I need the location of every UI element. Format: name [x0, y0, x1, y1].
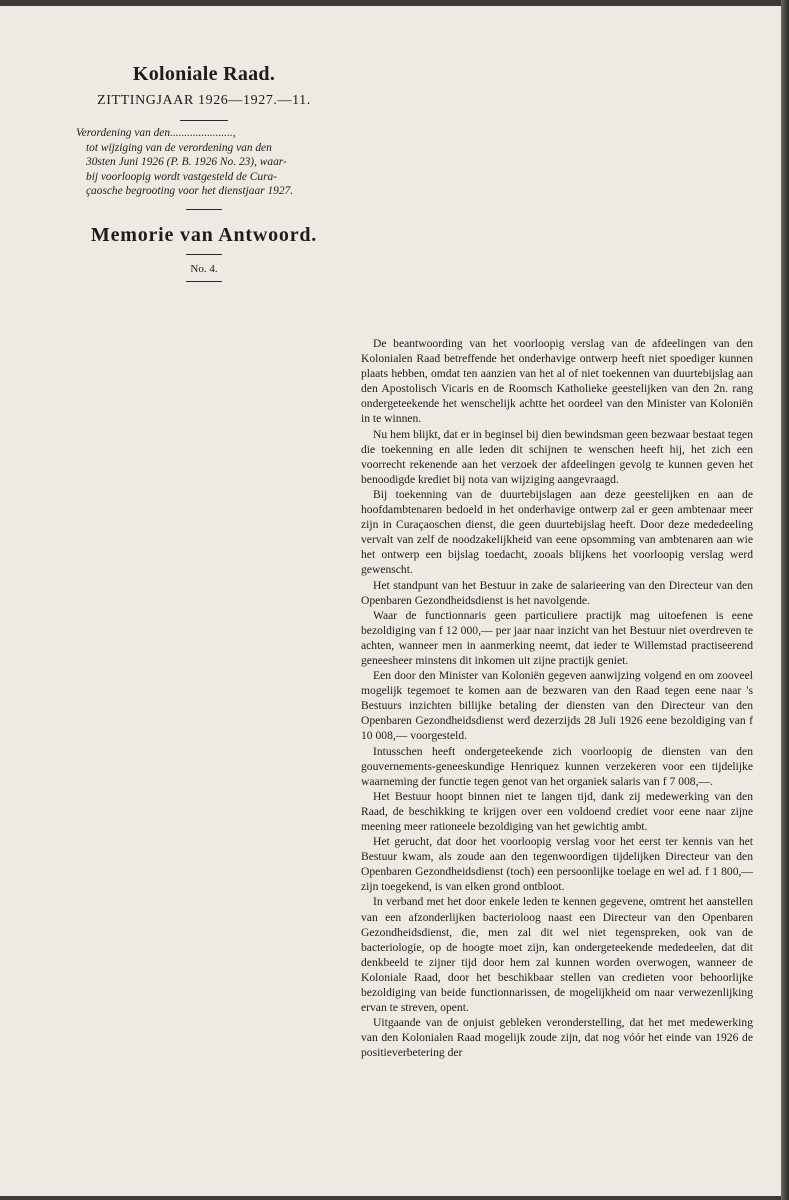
ordinance-title	[72, 126, 336, 199]
paragraph: Waar de functionnaris geen particuliere practijk mag uitoefenen is eene bezoldiging van f 12 000,— per jaar naar inzicht van het Bestuur niet overdreven te achten, wanneer men in aanmerking neemt, dat ieder te Willemstad practiseerend geneesheer minstens dit inkomen uit zijne practijk geniet.	[361, 608, 753, 667]
paragraph: De beantwoording van het voorloopig verslag van de afdeelingen van den Kolonialen Raad betreffende het onderhavige ontwerp heeft niet spoediger kunnen plaats hebben, omdat ten aanzien van het al of niet toekennen van duurtebijslag aan den Apostolisch Vicaris en de Roomsch Katholieke geestelijken van den 2n. rang ondergeteekende het wenschelijk achtte het oordeel van den Minister van Koloniën in te winnen.	[361, 337, 753, 426]
divider-rule	[186, 209, 222, 210]
divider-rule	[186, 254, 222, 255]
paragraph: Nu hem blijkt, dat er in beginsel bij dien bewindsman geen bezwaar bestaat tegen die toekenning en alle leden dit schijnen te wenschen heeft hij, het zich een voorrecht rekenende aan het verzoek der afdeelingen gevolg te kunnen geven het benoodigde krediet bij nota van wijziging aangevraagd.	[361, 427, 753, 486]
paragraph: Het standpunt van het Bestuur in zake de salarieering van den Directeur van den Openbaren Gezondheidsdienst is het navolgende.	[361, 578, 753, 607]
paragraph: In verband met het door enkele leden te kennen gegevene, omtrent het aanstellen van een afzonderlijken bacterioloog naast een Directeur van den Openbaren Gezondheidsdienst, die, men zal dit wel niet tegenspreken, ook van de bacteriologie, op de hoogte moet zijn, kan ondergeteekende mededeelen, dat dit denkbeeld te zijner tijd door hem zal kunnen worden overwogen, wanneer de Koloniale Raad, door het beschikbaar stellen van credieten voor behoorlijke bezoldiging van beide functionnarissen, de mogelijkheid om naar verwezenlijking ervan te streven, opent.	[361, 895, 753, 1015]
document-number: No. 4.	[190, 262, 218, 275]
page-edge-shadow	[781, 0, 789, 1200]
body-text	[361, 336, 753, 1061]
paragraph: Het Bestuur hoopt binnen niet te langen tijd, dank zij medewerking van den Raad, de beschikking te krijgen over een voldoend crediet voor eene naar zijne meening meer rationeele bezoldiging van het gewichtig ambt.	[361, 789, 753, 833]
divider-rule	[180, 120, 228, 121]
council-title: Koloniale Raad.	[132, 63, 276, 85]
divider-rule	[186, 281, 222, 282]
ordinance-line: tot wijziging van de verordening van den	[86, 141, 272, 154]
document-header	[72, 62, 336, 282]
ordinance-line: bij voorloopig wordt vastgesteld de Cura-	[86, 170, 277, 183]
paragraph: Uitgaande van de onjuist gebleken veronderstelling, dat het met medewerking van den Kolonialen Raad mogelijk zoude zijn, dat nog vóór het einde van 1926 de positieverbetering der	[361, 1016, 753, 1060]
ordinance-line: çaosche begrooting voor het dienstjaar 1927.	[86, 185, 294, 198]
paragraph: Bij toekenning van de duurtebijslagen aan deze geestelijken en aan de hoofdambtenaren bedoeld in het onderhavige ontwerp zal er geen ambtenaar meer zijn in Curaçaoschen dienst, die geen duurtebijslag heeft. Door deze mededeeling vervalt van zelf de noodzakelijkheid van eene opsomming van ambtenaren aan wie het ontwerp een bijslag toedacht, zooals blijkens het voorloopig verslag werd gewenscht.	[361, 487, 753, 577]
ordinance-line: 30sten Juni 1926 (P. B. 1926 No. 23), waar-	[86, 156, 287, 169]
paragraph: Intusschen heeft ondergeteekende zich voorloopig de diensten van den gouvernements-geneeskundige Henriquez kunnen verzekeren voor een tijdelijke waarneming der functie tegen genot van het organiek salaris van f 7 008,—.	[361, 744, 753, 788]
document-heading: Memorie van Antwoord.	[90, 223, 318, 246]
ordinance-line: Verordening van den......................,	[76, 127, 236, 139]
paragraph: Een door den Minister van Koloniën gegeven aanwijzing volgend en om zooveel mogelijk tegemoet te komen aan de bezwaren van den Raad tegen eene naar 's Bestuurs inzichten billijke betaling der diensten van den Directeur van den Openbaren Gezondheidsdienst werd dezerzijds 28 Juli 1926 eene bezoldiging van f 10 008,— voorgesteld.	[361, 669, 753, 743]
paragraph: Het gerucht, dat door het voorloopig verslag voor het eerst ter kennis van het Bestuur kwam, als zoude aan den tegenwoordigen tijdelijken Directeur van den Openbaren Gezondheidsdienst (toch) een persoonlijke toelage en wel ad. f 1 800,— zijn toegekend, is van elken grond ontbloot.	[361, 835, 753, 894]
session-year: ZITTINGJAAR 1926—1927.—11.	[97, 93, 311, 108]
